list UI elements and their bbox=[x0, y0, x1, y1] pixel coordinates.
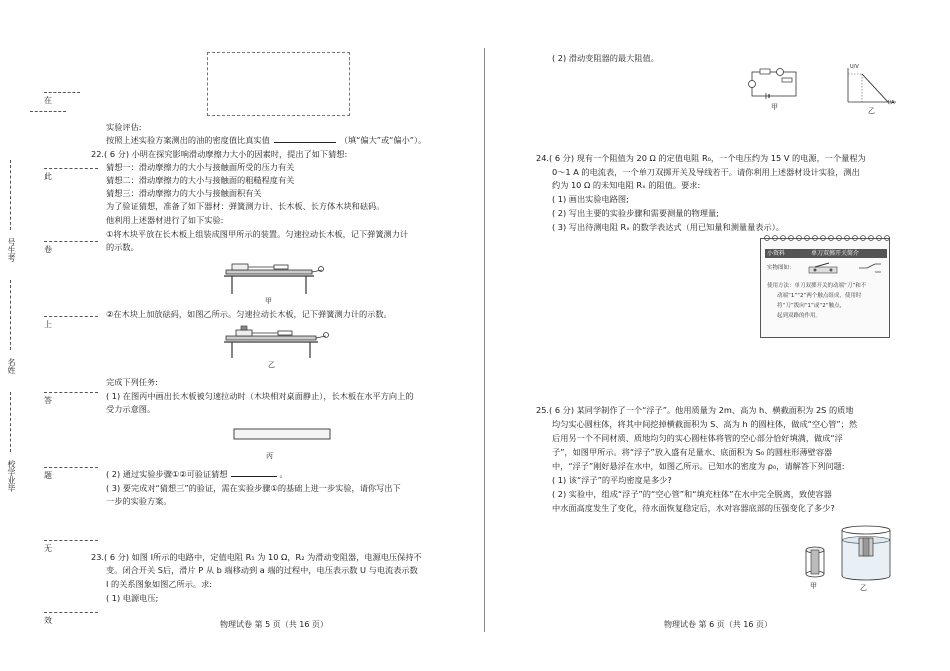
q22-guess1: 猜想一：滑动摩擦力的大小与接触面所受的压力有关 bbox=[106, 162, 295, 172]
card-row4: 将“刀”拨向“1”或“2”触点， bbox=[777, 303, 846, 309]
q24-line2: 0～1 A 的电流表，一个单刀双掷开关及导线若干。请你利用上述器材设计实验，测出 bbox=[552, 167, 860, 177]
fig-label-jia: 甲 bbox=[265, 297, 272, 305]
q24-line3: 约为 10 Ω 的未知电阻 Rₓ 的阻值。要求: bbox=[552, 180, 701, 190]
figure-friction-yi bbox=[222, 320, 332, 360]
side-char-ci: 此 bbox=[44, 172, 52, 181]
q24-line1: 24.( 6 分) 现有一个阻值为 20 Ω 的定值电阻 R₀，一个电压约为 15 V 的电源，一个量程为 bbox=[536, 153, 866, 163]
fig-float-label-jia: 甲 bbox=[810, 582, 817, 590]
q24-part3: ( 3) 写出待测电阻 Rₓ 的数学表达式（用已知量和测量量表示）。 bbox=[552, 222, 784, 232]
fig-graph-label-yi: 乙 bbox=[868, 107, 875, 115]
q22-step1a: ①将木块平放在长木板上组装成图甲所示的装置。匀速拉动长木板，记下弹簧测力计 bbox=[106, 229, 409, 239]
q25-line1: 25.( 6 分) 某同学制作了一个“浮子”。他用质量为 2m、高为 h、横截面积为 2S 的质地 bbox=[536, 405, 854, 415]
q22-guess2: 猜想二：滑动摩擦力的大小与接触面的粗糙程度有关 bbox=[106, 175, 295, 185]
q25-line3: 后用另一个不同材质、质地均匀的实心圆柱体将管的空心部分恰好填满，做成“浮 bbox=[552, 433, 843, 443]
fig-label-bing: 丙 bbox=[266, 452, 273, 460]
switch-symbol-icon bbox=[857, 261, 883, 275]
side-label-biyexuexiao: 校学业毕 bbox=[7, 460, 16, 492]
eval-text: 按照上述实验方案测出的油的密度值比真实值 （填“偏大”或“偏小”）。 bbox=[106, 135, 427, 145]
switch-photo-icon bbox=[807, 261, 841, 275]
graph-axis-u: U/V bbox=[850, 64, 859, 70]
side-label-kaoshenghao: 号生考 bbox=[7, 238, 16, 262]
q23-line2: 变。闭合开关 S后，滑片 P 从 b 端移动到 a 端的过程中，电压表示数 U 与电流表示数 bbox=[106, 565, 418, 575]
q25-part2a: ( 2) 实验中，组成“浮子”的“空心管”和“填充柱体”在水中完全脱离，致使容器 bbox=[552, 489, 832, 499]
card-title: 单刀双掷开关简介 bbox=[811, 250, 860, 257]
q22-guess3: 猜想三：滑动摩擦力的大小与接触面积有关 bbox=[106, 188, 262, 198]
info-card-switch bbox=[760, 238, 890, 338]
q22-task2: ( 2) 通过实验步骤①②可验证猜想 。 bbox=[106, 469, 288, 479]
q23-line3: I 的关系图象如图乙所示。求: bbox=[106, 579, 213, 589]
eval-title: 实验评估: bbox=[106, 122, 142, 132]
q25-line5: 中，“浮子”刚好悬浮在水中，如图乙所示。已知水的密度为 ρ₀，请解答下列问题: bbox=[552, 461, 845, 471]
card-row1: 实物图如： bbox=[767, 265, 795, 271]
q22-step1b: 的示数。 bbox=[106, 242, 139, 252]
fig-label-yi: 乙 bbox=[268, 361, 275, 369]
figure-float-jia bbox=[802, 544, 828, 580]
q22-prep: 为了验证猜想，准备了如下器材：弹簧测力计、长木板、长方体木块和砝码。 bbox=[106, 201, 385, 211]
spiral-binding-icon bbox=[761, 233, 891, 243]
q22-task: 完成下列任务: bbox=[106, 377, 158, 387]
q25-line4: 子”，如图甲所示。将“浮子”放入盛有足量水、底面积为 S₀ 的圆柱形薄壁容器 bbox=[552, 447, 833, 457]
footer-page5: 物理试卷 第 5 页（共 16 页） bbox=[220, 620, 328, 629]
answer-box-top bbox=[207, 52, 350, 116]
side-label-xingming: 名姓 bbox=[7, 358, 16, 374]
q22-task3a: ( 3) 要完成对“猜想三”的验证，需在实验步骤①的基础上进一步实验，请你写出下 bbox=[106, 483, 401, 493]
q24-part1: ( 1) 画出实验电路图; bbox=[552, 194, 629, 204]
q22-task1b: 受力示意图。 bbox=[106, 404, 156, 414]
q22-task1a: ( 1) 在图丙中画出长木板被匀速拉动时（木块相对桌面静止），长木板在水平方向上的 bbox=[106, 391, 414, 401]
q22-line1: 22.( 6 分) 小明在探究影响滑动摩擦力大小的因素时，提出了如下猜想: bbox=[91, 149, 348, 159]
card-row5: 起到双路的作用。 bbox=[777, 313, 822, 319]
q23-line1: 23.( 6 分) 如图 I所示的电路中，定值电阻 R₁ 为 10 Ω，R₂ 为滑动变阻器，电源电压保持不 bbox=[91, 552, 422, 562]
q25-part1: ( 1) 该“浮子”的平均密度是多少? bbox=[552, 475, 672, 485]
side-char-shang: 上 bbox=[44, 320, 52, 329]
figure-friction-jia bbox=[222, 256, 326, 298]
side-char-wu: 无 bbox=[44, 544, 52, 553]
card-tag: 小资料 bbox=[767, 250, 786, 257]
side-char-xiao: 效 bbox=[44, 616, 52, 625]
q22-did: 他利用上述器材进行了如下实验: bbox=[106, 215, 224, 225]
q23-part1: ( 1) 电源电压; bbox=[106, 593, 159, 603]
q24-part2: ( 2) 写出主要的实验步骤和需要测量的物理量; bbox=[552, 208, 719, 218]
figure-board-bing bbox=[232, 425, 332, 445]
q23-part2: ( 2) 滑动变阻器的最大阻值。 bbox=[552, 53, 659, 63]
side-char-ti: 题 bbox=[44, 471, 52, 480]
fig-circuit-label-jia: 甲 bbox=[771, 103, 778, 111]
side-char-zai: 在 bbox=[44, 96, 52, 105]
column-separator bbox=[484, 48, 485, 632]
q22-task3b: 一步的实验方案。 bbox=[106, 496, 172, 506]
side-char-juan: 卷 bbox=[44, 245, 52, 254]
q22-step2: ②在木块上加放砝码，如图乙所示。匀速拉动长木板，记下弹簧测力计的示数。 bbox=[106, 309, 392, 319]
figure-container-yi bbox=[838, 524, 894, 582]
q25-part2b: 中水面高度发生了变化，待水面恢复稳定后，水对容器底部的压强变化了多少? bbox=[552, 503, 835, 513]
graph-axis-i: I/A bbox=[888, 100, 895, 106]
fig-container-label-yi: 乙 bbox=[860, 584, 867, 592]
side-char-da: 答 bbox=[44, 396, 52, 405]
card-row2: 使用方法：单刀双掷开关的动端“刀”和不 bbox=[767, 283, 867, 289]
footer-page6: 物理试卷 第 6 页（共 16 页） bbox=[664, 620, 772, 629]
figure-circuit-jia bbox=[746, 66, 802, 102]
q25-line2: 均匀实心圆柱体，将其中间挖掉横截面积为 S、高为 h 的圆柱体，做成“空心管”；然 bbox=[552, 419, 858, 429]
card-row3: 动端“1”“2”两个触点组成，使用时 bbox=[777, 293, 862, 299]
